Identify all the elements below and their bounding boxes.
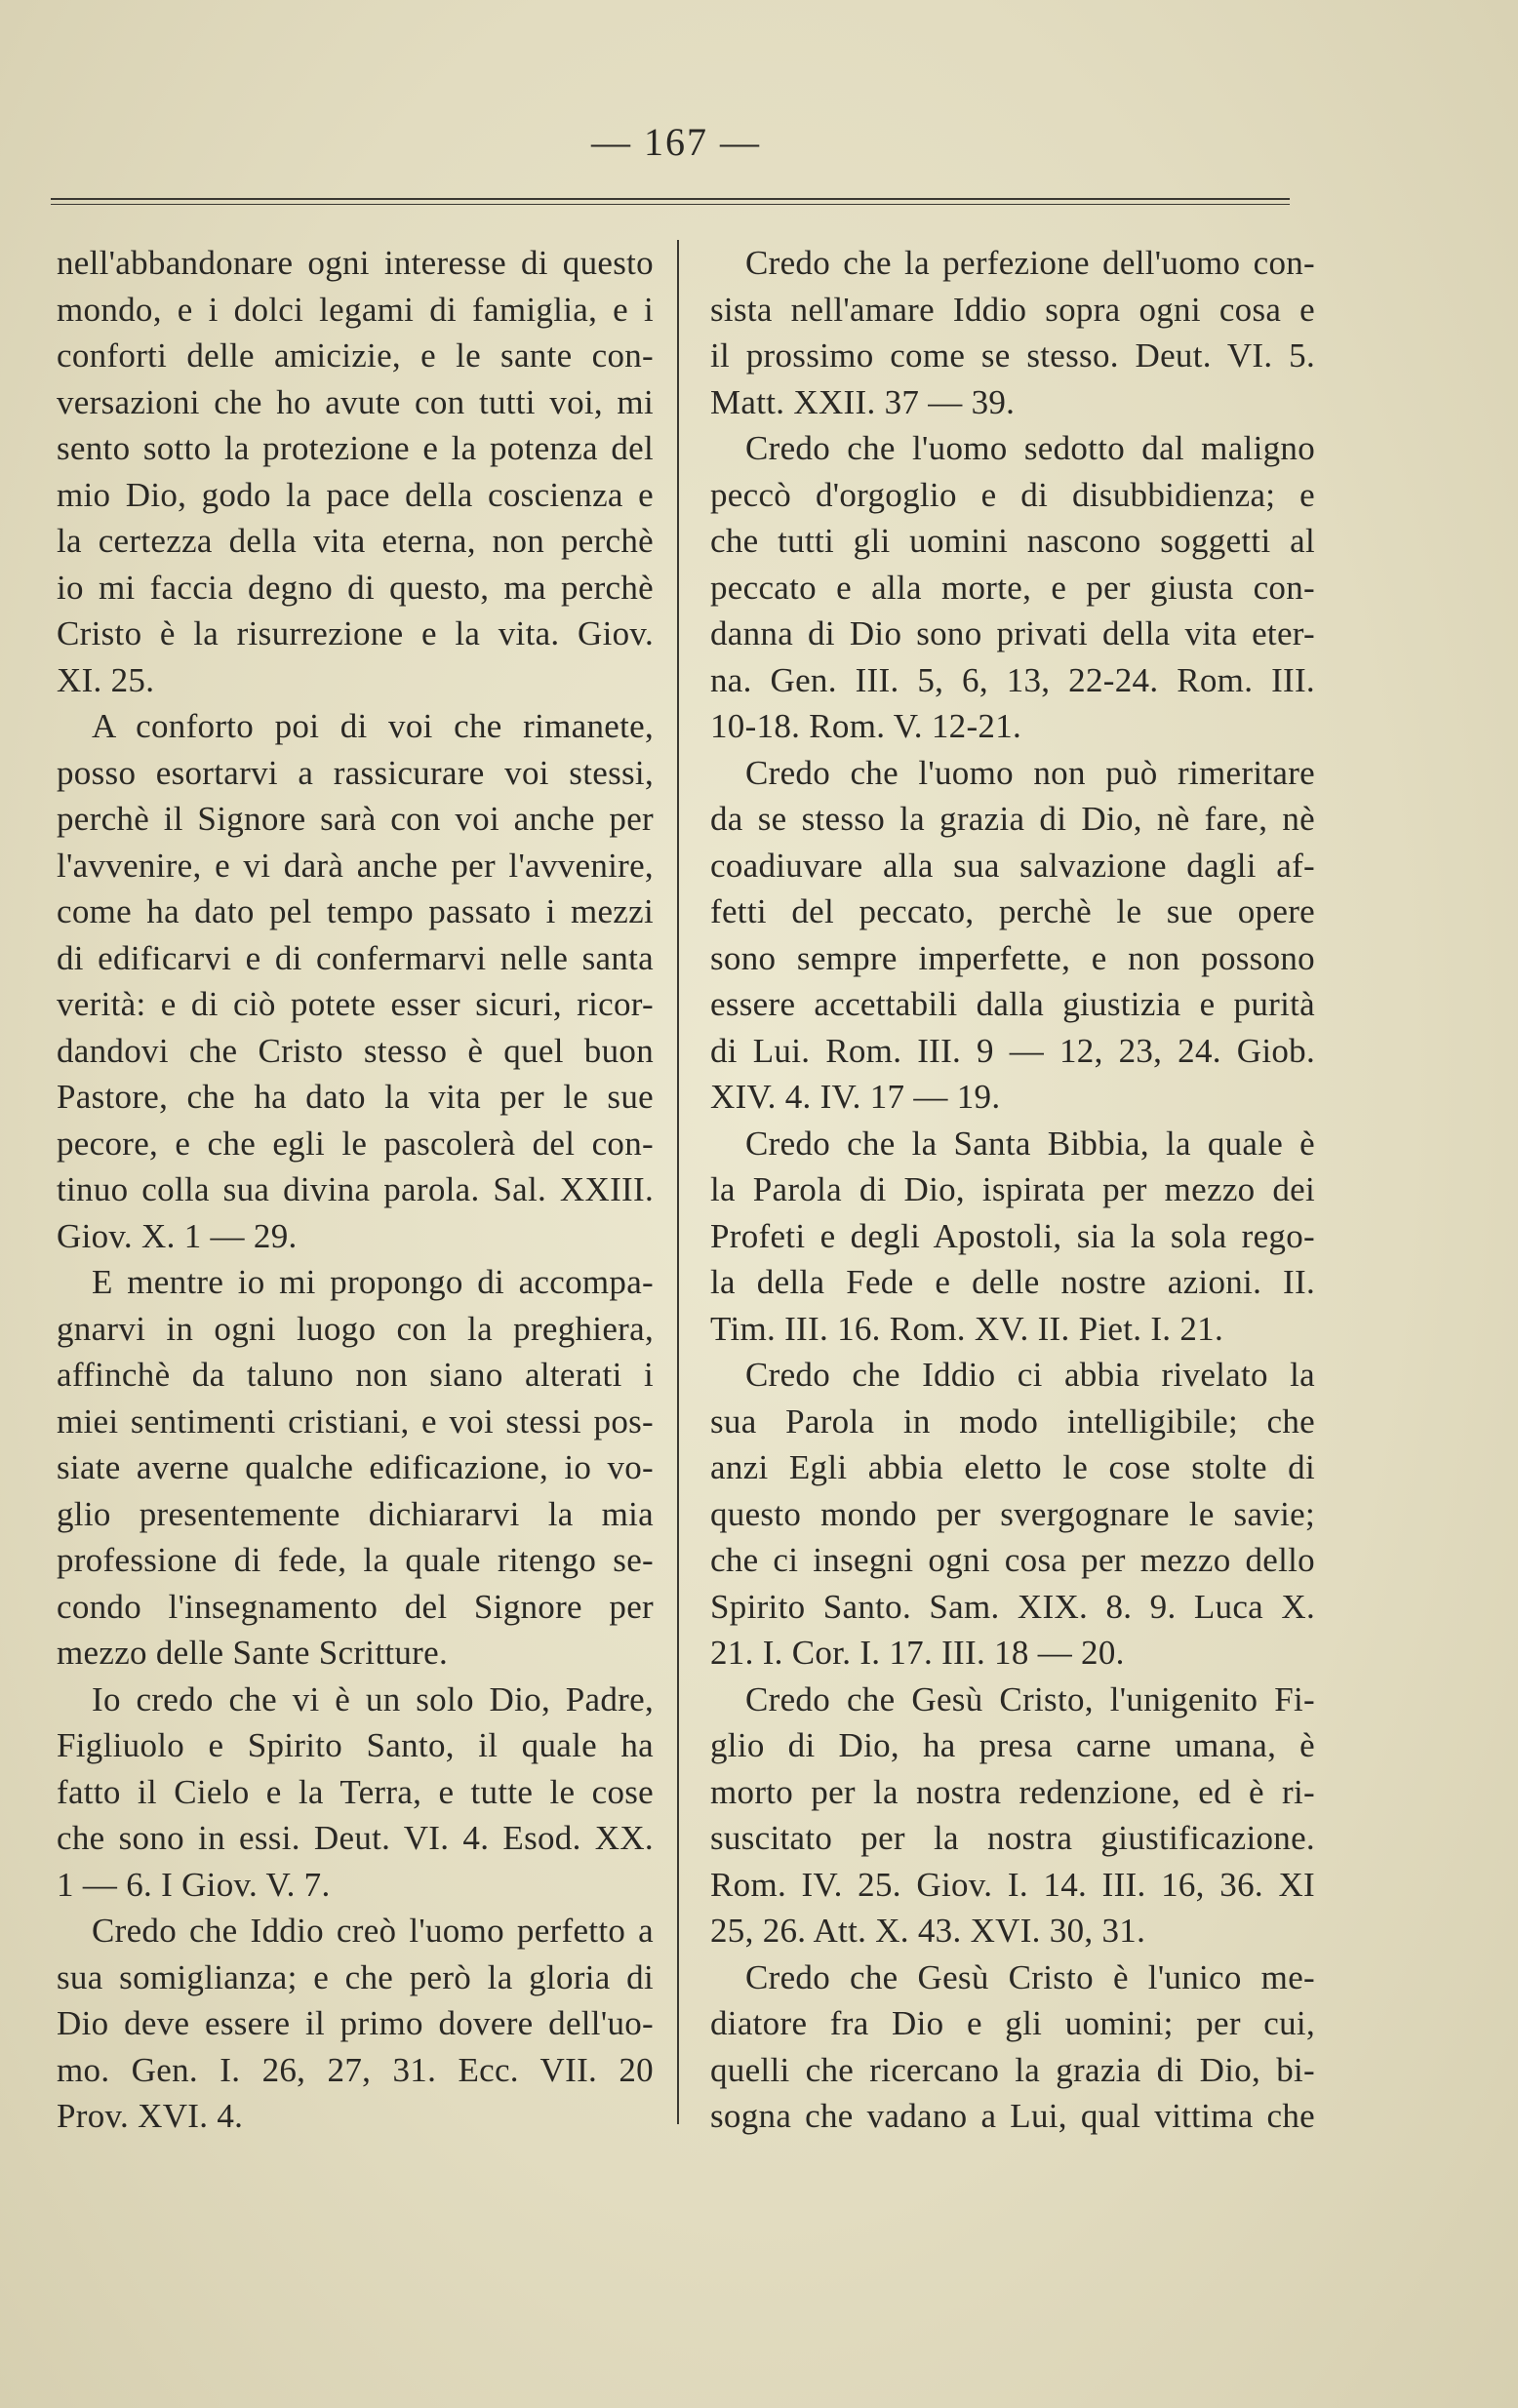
text-line: che ci insegni ogni cosa per mezzo dello [710,1541,1315,1579]
text-line: posso esortarvi a rassicurare voi stessi, [57,753,654,792]
header-rule-thin [51,204,1290,205]
text-line: Io credo che vi è un solo Dio, Padre, [92,1679,654,1718]
text-line: sogna che vadano a Lui, qual vittima che [710,2097,1315,2135]
text-line: la certezza della vita eterna, non perchè [57,522,654,560]
text-line: quelli che ricercano la grazia di Dio, bi- [710,2050,1315,2089]
text-line: Credo che l'uomo sedotto dal maligno [745,429,1315,467]
text-line: Spirito Santo. Sam. XIX. 8. 9. Luca X. [710,1587,1315,1626]
text-line: sua Parola in modo intelligibile; che [710,1401,1315,1441]
text-line: il prossimo come se stesso. Deut. VI. 5. [710,336,1315,375]
text-line: anzi Egli abbia eletto le cose stolte di [710,1448,1315,1486]
text-line: fetti del peccato, perchè le sue opere [710,892,1315,930]
text-line: mio Dio, godo la pace della coscienza e [57,475,654,514]
text-line: danna di Dio sono privati della vita eter- [710,614,1315,652]
text-line: suscitato per la nostra giustificazione. [710,1819,1315,1857]
text-line: 1 — 6. I Giov. V. 7. [57,1865,331,1904]
text-line: glio di Dio, ha presa carne umana, è [710,1726,1315,1764]
text-line: na. Gen. III. 5, 6, 13, 22-24. Rom. III. [710,660,1315,699]
text-line: verità: e di ciò potete esser sicuri, ricor- [57,985,654,1023]
text-line: condo l'insegnamento del Signore per [57,1587,654,1626]
text-line: la Parola di Dio, ispirata per mezzo dei [710,1170,1315,1208]
text-line: Prov. XVI. 4. [57,2097,244,2135]
text-line: Giov. X. 1 — 29. [57,1216,298,1255]
header-rule-thick [51,198,1290,200]
text-line: Credo che l'uomo non può rimeritare [745,753,1315,792]
text-line: di edificarvi e di confermarvi nelle santa [57,938,654,977]
text-line: da se stesso la grazia di Dio, nè fare, nè [710,800,1315,838]
text-line: peccò d'orgoglio e di disubbidienza; e [710,475,1315,514]
text-line: professione di fede, la quale ritengo se- [57,1541,654,1579]
text-line: perchè il Signore sarà con voi anche per [57,800,654,838]
text-line: 10-18. Rom. V. 12-21. [710,707,1022,745]
text-line: essere accettabili dalla giustizia e purità [710,985,1315,1023]
text-line: Pastore, che ha dato la vita per le sue [57,1078,654,1116]
text-line: XI. 25. [57,660,155,699]
text-line: Tim. III. 16. Rom. XV. II. Piet. I. 21. [710,1309,1224,1348]
text-line: che tutti gli uomini nascono soggetti al [710,522,1315,560]
text-line: questo mondo per svergognare le savie; [710,1494,1315,1533]
right-column [710,240,1315,2140]
text-line: Credo che Gesù Cristo, l'unigenito Fi- [745,1679,1315,1718]
text-line: 25, 26. Att. X. 43. XVI. 30, 31. [710,1912,1146,1950]
text-line: di Lui. Rom. III. 9 — 12, 23, 24. Giob. [710,1031,1315,1070]
text-line: diatore fra Dio e gli uomini; per cui, [710,2004,1315,2042]
text-line: Credo che la perfezione dell'uomo con- [745,244,1315,282]
text-line: mondo, e i dolci legami di famiglia, e i [57,290,654,329]
text-line: E mentre io mi propongo di accompa- [92,1263,654,1301]
text-line: A conforto poi di voi che rimanete, [92,707,654,745]
text-line: pecore, e che egli le pascolerà del con- [57,1124,654,1163]
text-line: miei sentimenti cristiani, e voi stessi pos- [57,1401,654,1441]
text-line: mezzo delle Sante Scritture. [57,1634,449,1672]
text-line: sista nell'amare Iddio sopra ogni cosa e [710,290,1315,329]
page-number: — 167 — [591,120,761,164]
text-line: sua somiglianza; e che però la gloria di [57,1957,654,1996]
text-line: Credo che Iddio creò l'uomo perfetto a [92,1912,654,1950]
text-line: Dio deve essere il primo dovere dell'uo- [57,2004,654,2042]
text-line: sono sempre imperfette, e non possono [710,938,1315,977]
text-line: morto per la nostra redenzione, ed è ri- [710,1772,1315,1811]
text-line: nell'abbandonare ogni interesse di questo [57,244,654,282]
text-line: Matt. XXII. 37 — 39. [710,382,1016,421]
text-line: che sono in essi. Deut. VI. 4. Esod. XX. [57,1819,654,1857]
text-line: io mi faccia degno di questo, ma perchè [57,568,654,607]
text-line: glio presentemente dichiararvi la mia [57,1494,654,1533]
text-line: tinuo colla sua divina parola. Sal. XXIII. [57,1170,654,1208]
text-line: Profeti e degli Apostoli, sia la sola rego- [710,1216,1315,1255]
text-line: Cristo è la risurrezione e la vita. Giov. [57,614,654,652]
text-line: fatto il Cielo e la Terra, e tutte le cose [57,1772,654,1811]
text-line: conforti delle amicizie, e le sante con- [57,336,654,375]
text-line: come ha dato pel tempo passato i mezzi [57,892,654,930]
text-line: dandovi che Cristo stesso è quel buon [57,1031,654,1070]
text-line: coadiuvare alla sua salvazione dagli af- [710,846,1315,885]
text-line: sento sotto la protezione e la potenza del [57,429,654,467]
text-line: Rom. IV. 25. Giov. I. 14. III. 16, 36. XI [710,1865,1315,1904]
left-column [57,240,654,2140]
text-line: gnarvi in ogni luogo con la preghiera, [57,1309,654,1348]
text-line: Credo che Iddio ci abbia rivelato la [745,1356,1315,1394]
text-line: peccato e alla morte, e per giusta con- [710,568,1315,607]
text-line: Credo che Gesù Cristo è l'unico me- [745,1957,1315,1996]
text-line: Figliuolo e Spirito Santo, il quale ha [57,1726,654,1764]
text-line: la della Fede e delle nostre azioni. II. [710,1263,1315,1301]
text-line: 21. I. Cor. I. 17. III. 18 — 20. [710,1634,1125,1672]
column-divider [677,240,679,2124]
text-line: XIV. 4. IV. 17 — 19. [710,1078,1001,1116]
text-line: affinchè da taluno non siano alterati i [57,1356,654,1394]
text-line: l'avvenire, e vi darà anche per l'avvenire, [57,846,654,885]
text-line: Credo che la Santa Bibbia, la quale è [745,1124,1315,1163]
text-line: mo. Gen. I. 26, 27, 31. Ecc. VII. 20 [57,2050,654,2089]
text-line: versazioni che ho avute con tutti voi, mi [57,382,654,421]
text-line: siate averne qualche edificazione, io vo- [57,1448,654,1486]
